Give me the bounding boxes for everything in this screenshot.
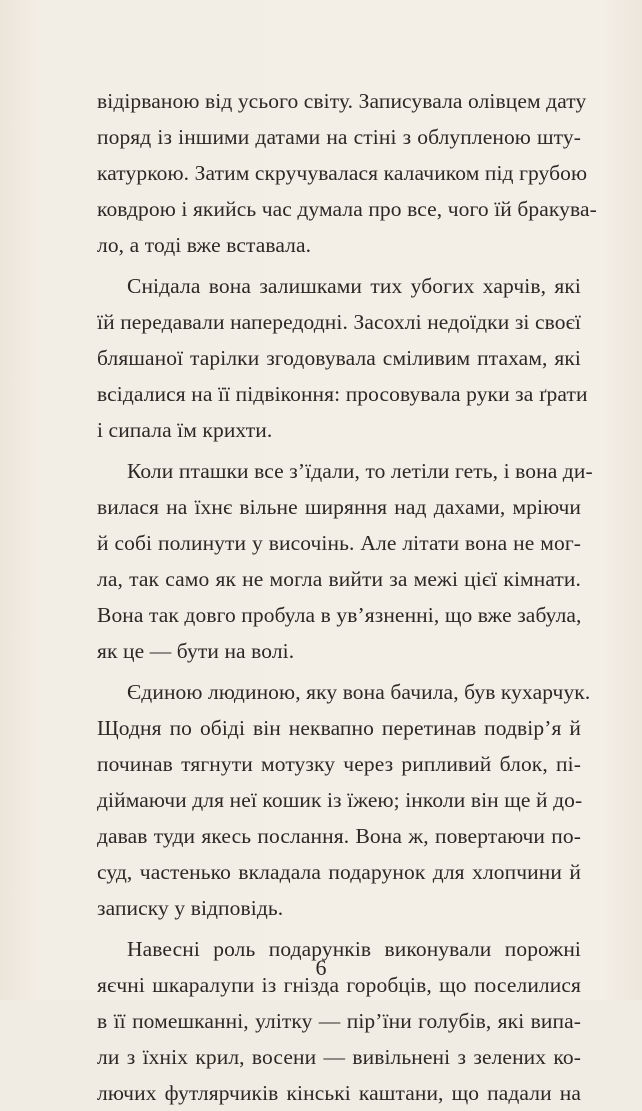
text-line: їй передавали напередодні. Засохлі недоїдки зі своєї xyxy=(97,310,581,334)
text-line: ковдрою і якийсь час думала про все, чого їй бракува- xyxy=(97,197,597,221)
text-line: Снідала вона залишками тих убогих харчів, які xyxy=(127,274,581,298)
text-line: ло, а тоді вже вставала. xyxy=(97,233,312,257)
text-line: поряд із іншими датами на стіні з облупленою шту- xyxy=(97,125,581,149)
text-line: відірваною від усього світу. Записувала олівцем дату xyxy=(97,89,587,113)
text-line: вилася на їхнє вільне ширяння над дахами, мріючи xyxy=(97,495,581,519)
text-line: записку у відповідь. xyxy=(97,896,284,920)
text-line: давав туди якесь послання. Вона ж, повертаючи по- xyxy=(97,824,581,848)
text-line: починав тягнути мотузку через рипливий блок, пі- xyxy=(97,752,581,776)
text-line: яєчні шкаралупи із гнізда горобців, що поселилися xyxy=(97,973,581,997)
paragraph-3 xyxy=(97,453,593,669)
text-line: всідалися на її підвіконня: просовувала руки за ґрати xyxy=(97,382,588,406)
paragraph-2 xyxy=(97,268,588,448)
text-line: суд, частенько вкладала подарунок для хлопчини й xyxy=(97,860,581,884)
text-line: Навесні роль подарунків виконували порожні xyxy=(127,937,581,961)
text-line: Єдиною людиною, яку вона бачила, був кухарчук. xyxy=(127,680,591,704)
text-line: як це — бути на волі. xyxy=(97,639,295,663)
text-line: в її помешканні, улітку — пір’їни голубів, які випа- xyxy=(97,1009,581,1033)
text-line: й собі полинути у височінь. Але літати вона не мог- xyxy=(97,531,581,555)
text-line: ла, так само як не могла вийти за межі цієї кімнати. xyxy=(97,567,581,591)
text-line: лючих футлярчиків кінські каштани, що падали на xyxy=(97,1081,581,1105)
text-line: катуркою. Затим скручувалася калачиком під грубою xyxy=(97,161,588,185)
text-line: ли з їхніх крил, восени — вивільнені з зелених ко- xyxy=(97,1045,581,1069)
text-line: і сипала їм крихти. xyxy=(97,418,273,442)
text-line: Вона так довго пробула в ув’язненні, що вже забула, xyxy=(97,603,582,627)
text-line: бляшаної тарілки згодовувала сміливим птахам, які xyxy=(97,346,581,370)
text-line: Коли пташки все з’їдали, то летіли геть, і вона ди- xyxy=(127,459,593,483)
paragraph-4 xyxy=(97,674,591,926)
text-line: Щодня по обіді він неквапно перетинав подвір’я й xyxy=(97,716,581,740)
page-number: 6 xyxy=(315,955,327,980)
text-line: діймаючи для неї кошик із їжею; інколи він ще й до- xyxy=(97,788,583,812)
paragraph-1 xyxy=(97,83,597,263)
